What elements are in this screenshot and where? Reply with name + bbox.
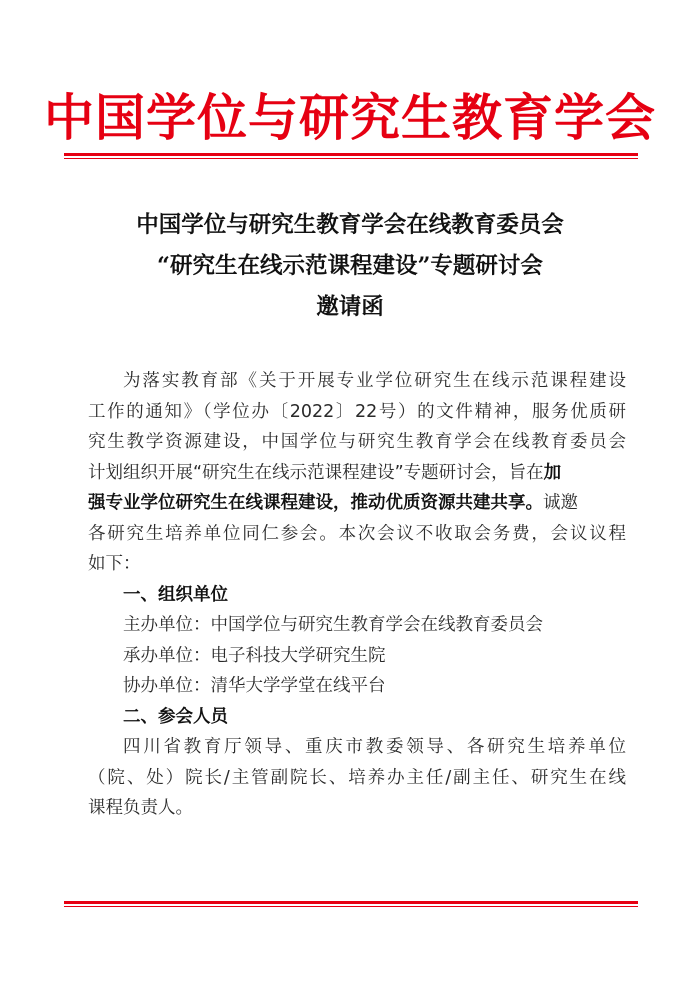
intro-line-4 (88, 458, 626, 489)
masthead-rule-thick (64, 153, 638, 156)
intro-line-4-text: 计划组织开展“研究生在线示范课程建设”专题研讨会，旨在 (88, 462, 544, 483)
footer-rule-thin (64, 906, 638, 907)
intro-line-5-emphasis: 强专业学位研究生在线课程建设，推动优质资源共建共享。 (88, 493, 543, 513)
intro-line-3: 究生教学资源建设，中国学位与研究生教育学会在线教育委员会 (88, 432, 626, 452)
masthead-title: 中国学位与研究生教育学会 (44, 88, 656, 147)
title-line-2: “研究生在线示范课程建设”专题研讨会 (157, 253, 543, 279)
intro-line-1: 为落实教育部《关于开展专业学位研究生在线示范课程建设 (123, 371, 626, 391)
section1-heading: 一、组织单位 (123, 584, 228, 605)
attendees-line-1: 四川省教育厅领导、重庆市教委领导、各研究生培养单位 (123, 737, 626, 757)
document-body (88, 366, 626, 824)
intro-line-4-emphasis: 加 (543, 462, 562, 483)
footer-rule-thick (64, 901, 638, 904)
organizer-unit: 承办单位：电子科技大学研究生院 (123, 645, 386, 666)
attendees-line-2: （院、处）院长/主管副院长、培养办主任/副主任、研究生在线 (88, 767, 626, 788)
attendees-line-3: 课程负责人。 (88, 798, 193, 818)
co-organizer-unit: 协办单位：清华大学学堂在线平台 (123, 676, 386, 696)
title-line-3: 邀请函 (316, 294, 384, 320)
intro-line-5-text: 诚邀 (543, 493, 578, 513)
title-line-1: 中国学位与研究生教育学会在线教育委员会 (136, 212, 564, 238)
intro-line-6: 各研究生培养单位同仁参会。本次会议不收取会务费，会议议程 (88, 523, 626, 544)
section2-heading: 二、参会人员 (123, 706, 228, 727)
document-title (0, 205, 700, 328)
intro-line-7: 如下： (88, 554, 141, 574)
intro-line-2: 工作的通知》（学位办〔2022〕22号）的文件精神，服务优质研 (88, 401, 626, 422)
masthead-rule-thin (64, 158, 638, 159)
host-unit: 主办单位：中国学位与研究生教育学会在线教育委员会 (123, 615, 543, 635)
intro-line-5 (88, 488, 626, 519)
